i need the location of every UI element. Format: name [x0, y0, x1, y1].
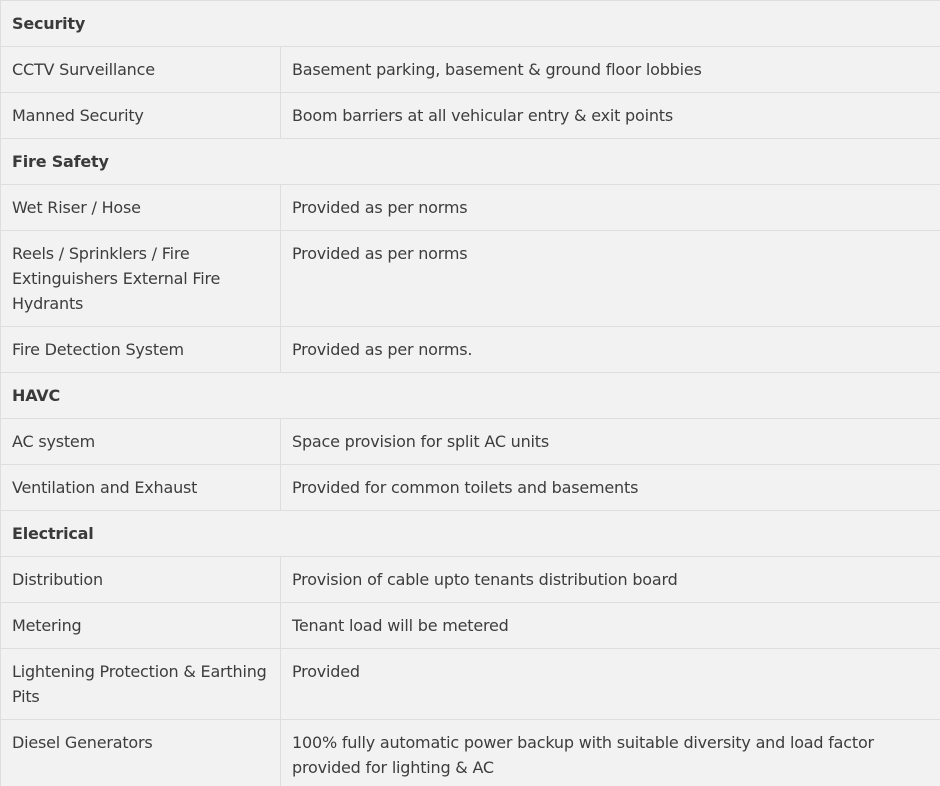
table-row — [1, 47, 940, 93]
row-label: Distribution — [1, 557, 281, 603]
row-label: Manned Security — [1, 93, 281, 139]
table-row — [1, 465, 940, 511]
row-value: Boom barriers at all vehicular entry & exit points — [281, 93, 940, 139]
row-label: Wet Riser / Hose — [1, 185, 281, 231]
row-value: Tenant load will be metered — [281, 603, 940, 649]
table-row — [1, 419, 940, 465]
section-header-row — [1, 1, 940, 47]
table-row — [1, 603, 940, 649]
row-label: Reels / Sprinklers / Fire Extinguishers External Fire Hydrants — [1, 231, 281, 327]
row-value: Basement parking, basement & ground floor lobbies — [281, 47, 940, 93]
row-value: Provided as per norms — [281, 231, 940, 327]
section-header-row — [1, 373, 940, 419]
table-row — [1, 93, 940, 139]
table-row — [1, 557, 940, 603]
row-value: Provided — [281, 649, 940, 720]
row-value: Provided as per norms — [281, 185, 940, 231]
section-header-row — [1, 139, 940, 185]
row-label: Fire Detection System — [1, 327, 281, 373]
row-value: Provided as per norms. — [281, 327, 940, 373]
section-title-havc: HAVC — [1, 373, 940, 419]
row-label: Ventilation and Exhaust — [1, 465, 281, 511]
table-row — [1, 185, 940, 231]
row-value: 100% fully automatic power backup with suitable diversity and load factor provided for lighting & AC — [281, 720, 940, 786]
row-value: Provided for common toilets and basements — [281, 465, 940, 511]
row-label: Diesel Generators — [1, 720, 281, 786]
section-title-electrical: Electrical — [1, 511, 940, 557]
table-row — [1, 649, 940, 720]
section-header-row — [1, 511, 940, 557]
table-row — [1, 720, 940, 786]
section-title-fire-safety: Fire Safety — [1, 139, 940, 185]
row-value: Space provision for split AC units — [281, 419, 940, 465]
table-row — [1, 327, 940, 373]
row-label: AC system — [1, 419, 281, 465]
row-label: Lightening Protection & Earthing Pits — [1, 649, 281, 720]
table-row — [1, 231, 940, 327]
row-label: Metering — [1, 603, 281, 649]
row-label: CCTV Surveillance — [1, 47, 281, 93]
row-value: Provision of cable upto tenants distribution board — [281, 557, 940, 603]
section-title-security: Security — [1, 1, 940, 47]
